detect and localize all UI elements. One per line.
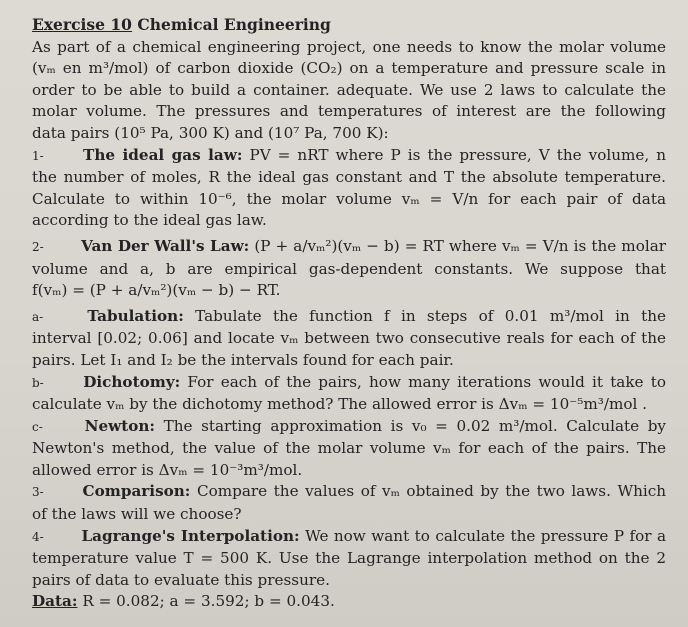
exercise-number: Exercise 10	[32, 15, 132, 34]
data-line	[32, 591, 666, 613]
exercise-title	[32, 14, 666, 36]
item-text: (P + a/vₘ²)(vₘ − b) = RT where vₘ = V/n is the molar	[254, 236, 667, 255]
item-number: a-	[32, 309, 44, 324]
exercise-subject: Chemical Engineering	[137, 15, 331, 34]
item-line: the number of moles, R the ideal gas constant and T the absolute temperature.	[32, 168, 666, 187]
item-line	[32, 306, 666, 329]
item-line	[32, 481, 666, 504]
intro-paragraph	[32, 37, 666, 145]
item-text: We now want to calculate the pressure P for a	[305, 526, 667, 545]
item-label: Van Der Wall's Law:	[81, 236, 250, 255]
item-label: Dichotomy:	[83, 372, 181, 391]
item-number: 2-	[32, 239, 44, 254]
item-line: volume and a, b are empirical gas-dependent constants. We suppose that	[32, 259, 666, 278]
item-text: PV = nRT where P is the pressure, V the volume, n	[249, 145, 667, 164]
intro-line: As part of a chemical engineering project, one needs to know the molar volume	[32, 37, 666, 56]
item-text: Tabulate the function f in steps of 0.01 m³/mol in the	[195, 306, 666, 325]
item-line: pairs. Let I₁ and I₂ be the intervals found for each pair.	[32, 350, 454, 369]
item-number: 1-	[32, 148, 44, 163]
intro-line: data pairs (10⁵ Pa, 300 K) and (10⁷ Pa, 700 K):	[32, 123, 389, 142]
item-number: c-	[32, 419, 43, 434]
item-line: pairs of data to evaluate this pressure.	[32, 570, 330, 589]
item-number: 3-	[32, 485, 44, 500]
item-label: Tabulation:	[87, 306, 184, 325]
item-label: Newton:	[84, 416, 156, 435]
item-line: Newton's method, the value of the molar volume vₘ for each of the pairs. The	[32, 439, 666, 458]
intro-line: (vₘ en m³/mol) of carbon dioxide (CO₂) on a temperature and pressure scale in	[32, 59, 666, 78]
item-line	[32, 372, 666, 395]
item-line	[32, 526, 666, 549]
item-ideal-gas	[32, 145, 666, 232]
item-line	[32, 416, 666, 439]
intro-line: order to be able to build a container. adequate. We use 2 laws to calculate the	[32, 80, 666, 99]
item-label: The ideal gas law:	[83, 145, 243, 164]
item-number: 4-	[32, 529, 44, 544]
item-text: Compare the values of vₘ obtained by the two laws. Which	[196, 482, 667, 501]
item-lagrange	[32, 526, 666, 592]
item-van-der-waals	[32, 236, 666, 302]
item-tabulation	[32, 306, 666, 372]
item-text: The starting approximation is v₀ = 0.02 m³/mol. Calculate by	[163, 416, 667, 435]
item-line: interval [0.02; 0.06] and locate vₘ between two consecutive reals for each of the	[32, 329, 666, 348]
item-line	[32, 145, 666, 168]
item-line: of the laws will we choose?	[32, 505, 242, 524]
item-label: Lagrange's Interpolation:	[81, 526, 300, 545]
item-line: according to the ideal gas law.	[32, 211, 267, 230]
item-line	[32, 236, 666, 259]
item-label: Comparison:	[82, 482, 191, 501]
item-line: Calculate to within 10⁻⁶, the molar volume vₘ = V/n for each pair of data	[32, 189, 666, 208]
item-text: For each of the pairs, how many iterations would it take to	[187, 372, 666, 391]
item-dichotomy	[32, 372, 666, 416]
item-line: allowed error is Δvₘ = 10⁻³m³/mol.	[32, 460, 303, 479]
item-number: b-	[32, 375, 44, 390]
data-values: R = 0.082; a = 3.592; b = 0.043.	[82, 592, 335, 611]
item-line: temperature value T = 500 K. Use the Lagrange interpolation method on the 2	[32, 549, 666, 568]
item-line: f(vₘ) = (P + a/vₘ²)(vₘ − b) − RT.	[32, 281, 281, 300]
item-newton	[32, 416, 666, 482]
data-label: Data:	[32, 592, 78, 611]
item-comparison	[32, 481, 666, 525]
intro-line: molar volume. The pressures and temperatures of interest are the following	[32, 102, 666, 121]
item-line: calculate vₘ by the dichotomy method? The allowed error is Δvₘ = 10⁻⁵m³/mol .	[32, 395, 647, 414]
